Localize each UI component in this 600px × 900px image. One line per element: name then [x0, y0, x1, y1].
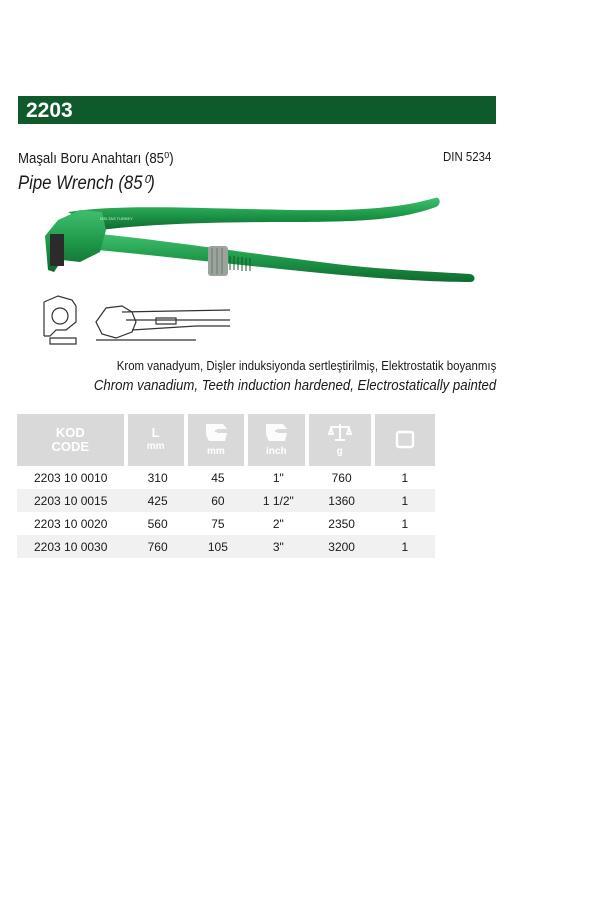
table-row [17, 535, 435, 558]
table-header-row [17, 414, 435, 466]
cell-weight: 3200 [309, 535, 375, 558]
jaw-opening-inch-icon [263, 421, 289, 443]
header-weight-unit: g [336, 446, 343, 457]
cell-qty: 1 [375, 535, 435, 558]
header-weight [309, 414, 375, 466]
header-jaw-mm [188, 414, 248, 466]
header-length-unit: mm [146, 441, 165, 452]
cell-qty: 1 [375, 466, 435, 489]
pipe-wrench-diagram [36, 292, 236, 350]
table-row [17, 466, 435, 489]
product-code: 2203 [26, 99, 73, 122]
spec-table [17, 414, 435, 558]
header-length-symbol: L [151, 425, 160, 440]
table-row [17, 489, 435, 512]
title-english: Pipe Wrench (85⁰) [18, 173, 155, 194]
header-jaw-mm-unit: mm [206, 446, 225, 457]
cell-length: 560 [128, 512, 188, 535]
cell-jaw-inch: 1" [248, 466, 308, 489]
header-code-en: CODE [51, 439, 90, 454]
scale-icon [327, 421, 353, 443]
description-turkish: Krom vanadyum, Dişler induksiyonda sertleştirilmiş, Elektrostatik boyanmış [116, 358, 496, 373]
cell-weight: 1360 [309, 489, 375, 512]
cell-length: 425 [128, 489, 188, 512]
cell-jaw-mm: 45 [188, 466, 248, 489]
cell-code: 2203 10 0030 [17, 535, 128, 558]
description-english: Chrom vanadium, Teeth induction hardened, Electrostatically painted [93, 377, 496, 394]
package-box-icon [392, 428, 418, 450]
jaw-opening-mm-icon [203, 421, 229, 443]
cell-jaw-mm: 75 [188, 512, 248, 535]
cell-jaw-mm: 105 [188, 535, 248, 558]
cell-weight: 760 [309, 466, 375, 489]
title-turkish: Maşalı Boru Anahtarı (85⁰) [18, 150, 174, 167]
cell-qty: 1 [375, 512, 435, 535]
cell-weight: 2350 [309, 512, 375, 535]
cell-length: 760 [128, 535, 188, 558]
header-length [128, 414, 188, 466]
pipe-wrench-image [40, 190, 480, 285]
svg-text:IZELTAS TURKEY: IZELTAS TURKEY [100, 216, 133, 221]
header-code [17, 414, 128, 466]
cell-code: 2203 10 0010 [17, 466, 128, 489]
product-code-bar [18, 96, 496, 124]
header-package [375, 414, 435, 466]
cell-qty: 1 [375, 489, 435, 512]
cell-length: 310 [128, 466, 188, 489]
cell-code: 2203 10 0015 [17, 489, 128, 512]
din-standard: DIN 5234 [443, 149, 492, 164]
header-jaw-inch-unit: inch [266, 446, 287, 457]
cell-code: 2203 10 0020 [17, 512, 128, 535]
header-jaw-inch [248, 414, 308, 466]
cell-jaw-inch: 2" [248, 512, 308, 535]
cell-jaw-inch: 3" [248, 535, 308, 558]
cell-jaw-mm: 60 [188, 489, 248, 512]
table-row [17, 512, 435, 535]
header-code-tr: KOD [55, 425, 85, 440]
cell-jaw-inch: 1 1/2" [248, 489, 308, 512]
